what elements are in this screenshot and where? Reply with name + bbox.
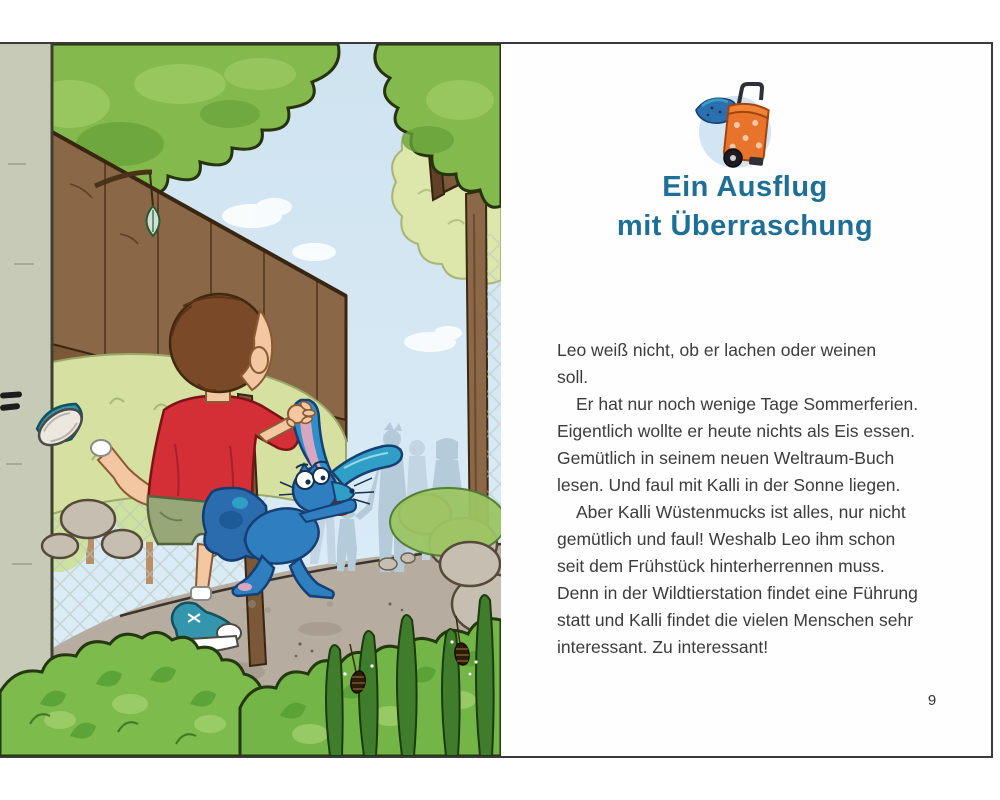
scene-illustration — [0, 44, 501, 756]
stone-front-right — [440, 542, 500, 586]
body-line: Leo weiß nicht, ob er lachen oder weinen — [557, 340, 877, 360]
trolley-with-tail-icon — [688, 82, 780, 172]
chapter-title-line1: Ein Ausflug — [662, 171, 828, 203]
body-line: gemütlich und faul! Weshalb Leo ihm schon — [557, 529, 896, 549]
chain-link-fence-right — [487, 234, 501, 524]
illustration-page — [0, 44, 501, 756]
text-page — [501, 44, 989, 756]
body-line: statt und Kalli findet die vielen Menschen sehr — [557, 610, 914, 630]
chapter-body — [557, 337, 982, 661]
body-line: Eigentlich wollte er heute nichts als Eis essen. — [557, 421, 915, 441]
body-line: Gemütlich in seinem neuen Weltraum-Buch — [557, 448, 895, 468]
chapter-title — [501, 168, 989, 246]
tree-trunk-left — [0, 44, 52, 731]
body-line: lesen. Und faul mit Kalli in der Sonne liegen. — [557, 475, 901, 495]
body-line: Aber Kalli Wüstenmucks ist alles, nur nicht — [576, 502, 906, 522]
body-line: interessant. Zu interessant! — [557, 637, 769, 657]
page-number: 9 — [927, 692, 937, 709]
body-line: Denn in der Wildtierstation findet eine Führung — [557, 583, 918, 603]
body-line: soll. — [557, 367, 589, 387]
chapter-title-line2: mit Überraschung — [616, 210, 874, 242]
book-page-frame — [0, 42, 993, 758]
body-line: Er hat nur noch wenige Tage Sommerferien. — [576, 394, 919, 414]
body-line: seit dem Frühstück hinterherrennen muss. — [557, 556, 885, 576]
